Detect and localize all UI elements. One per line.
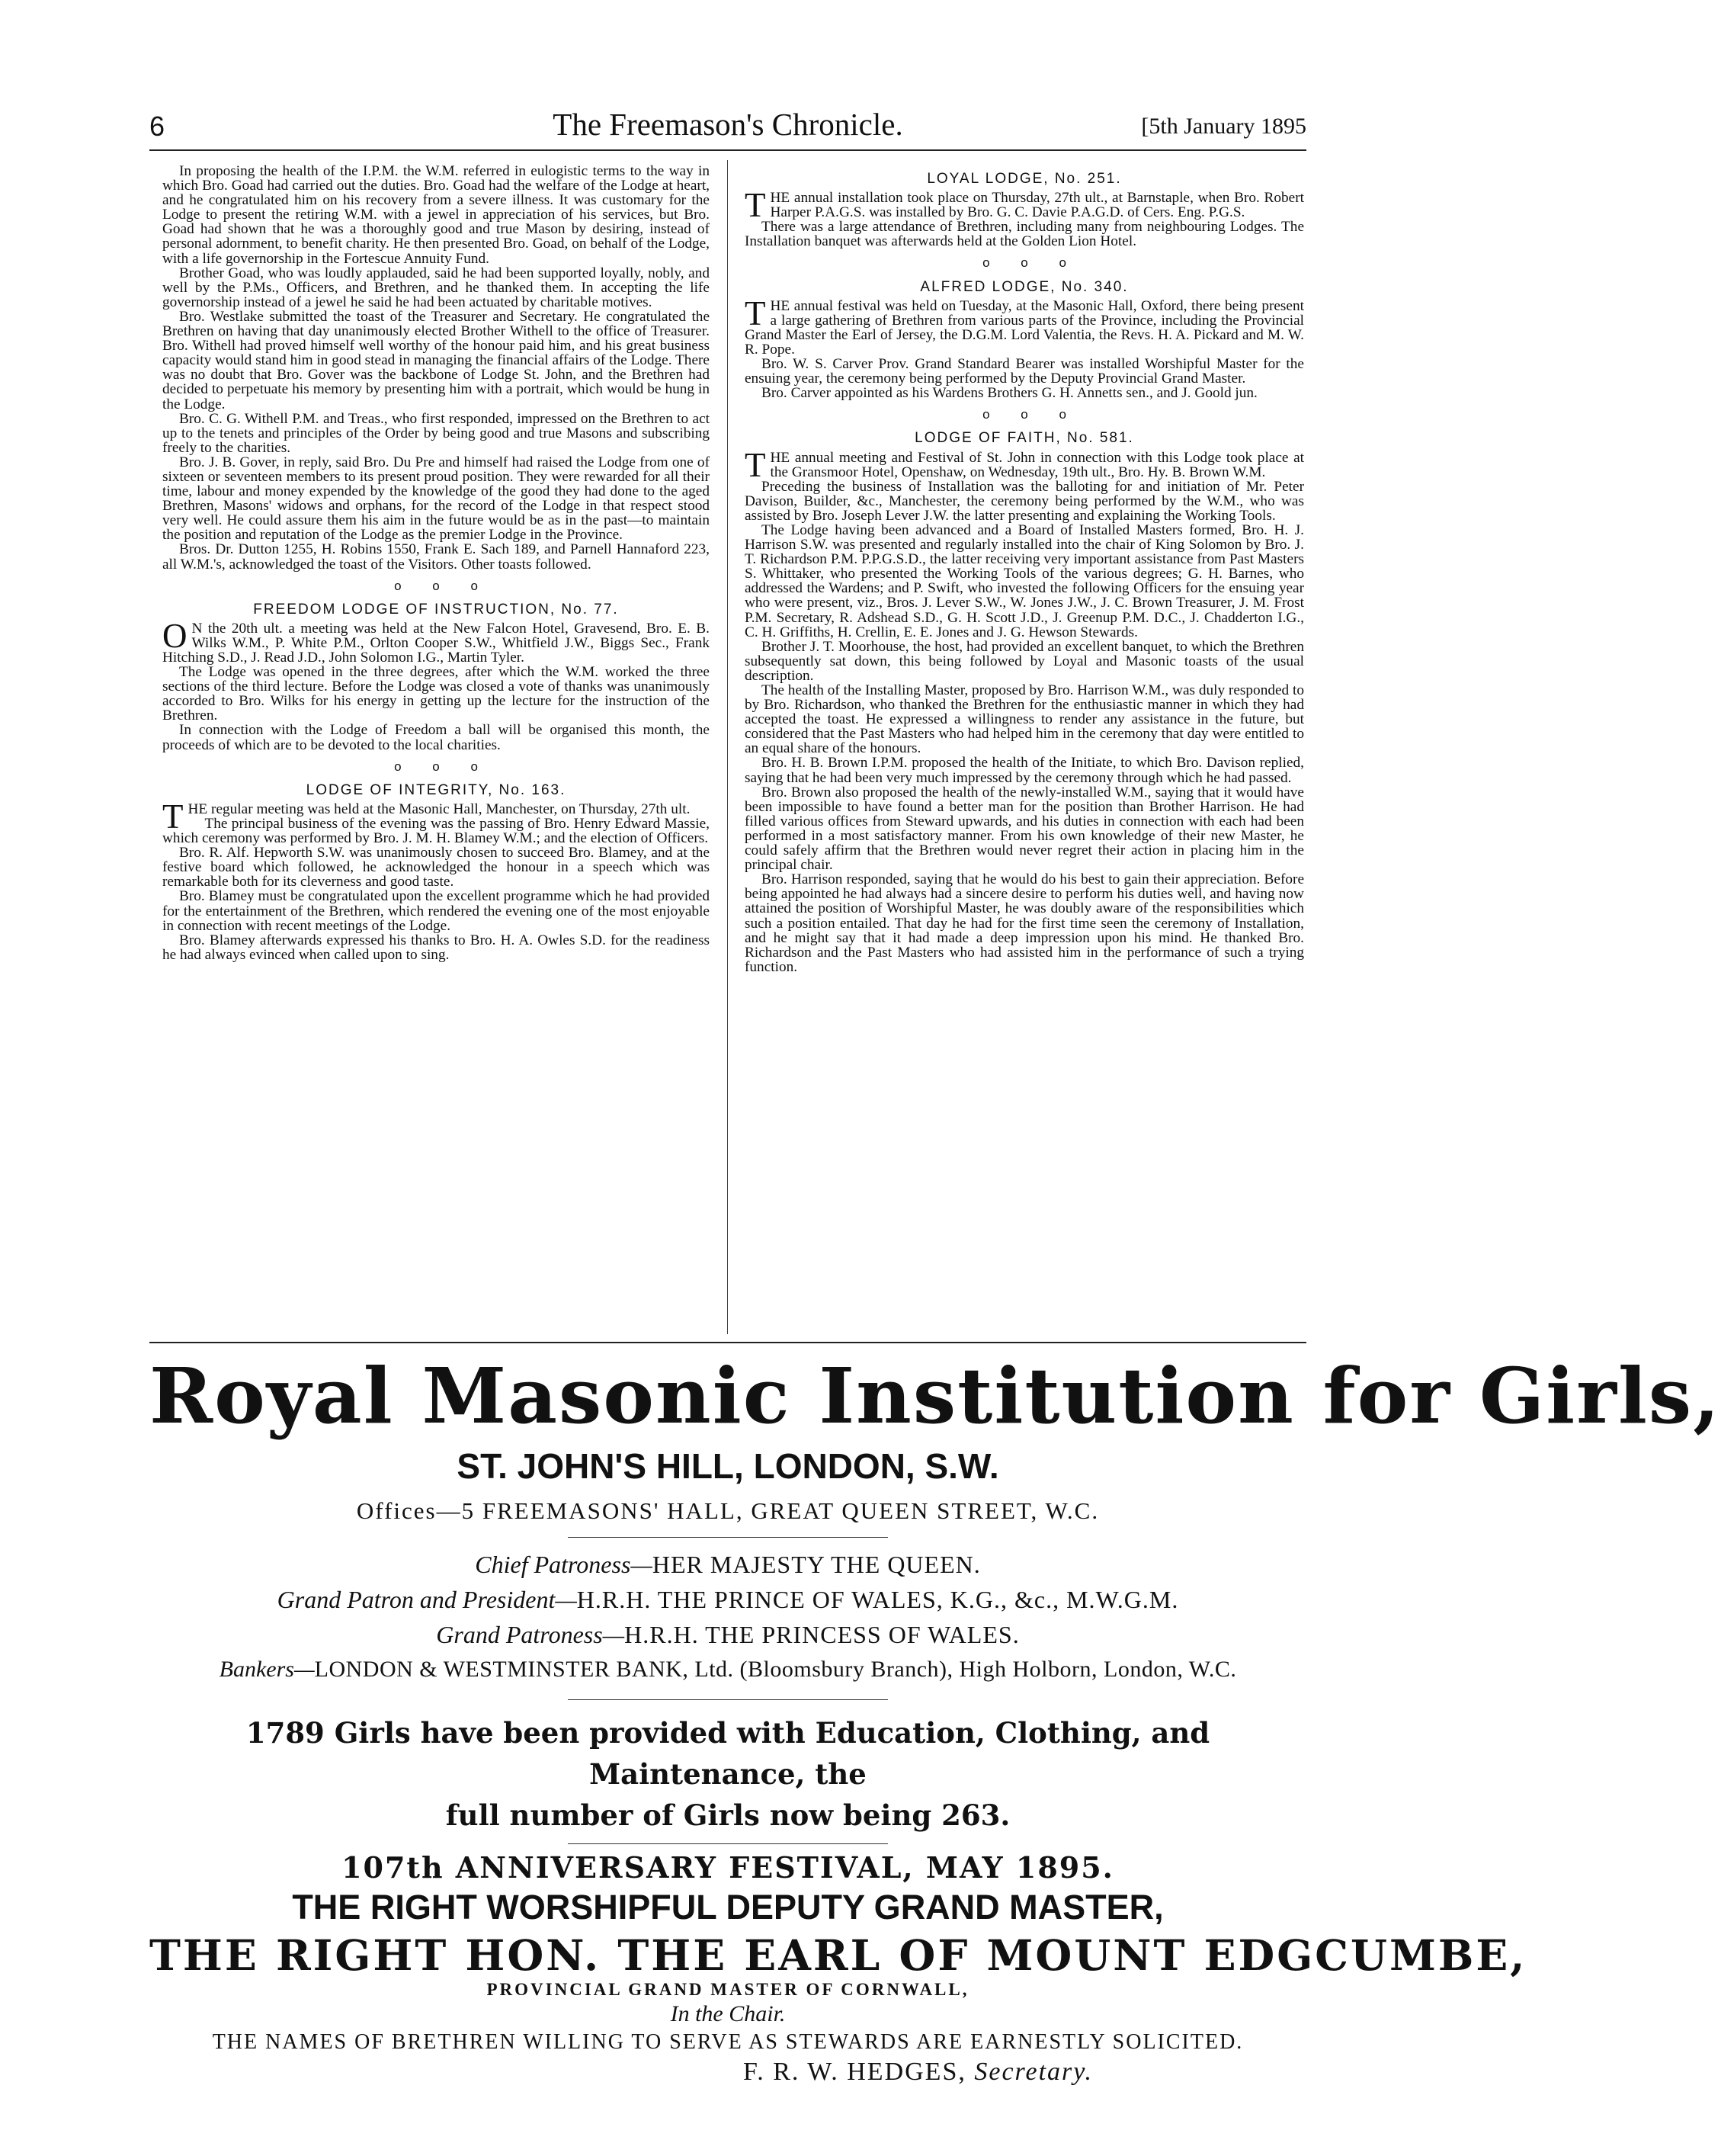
article-paragraph: THE annual installation took place on Thursday, 27th ult., at Barnstaple, when Bro. Robert Harper P.A.G.S. was installed by Bro. G. C. Davie P.A.G.D. of Cers. Eng. P.G.S. bbox=[745, 186, 1304, 225]
grand-patron: H.R.H. THE PRINCE OF WALES, K.G., &c., M.W.G.M. bbox=[576, 1586, 1179, 1613]
provincial-title: PROVINCIAL GRAND MASTER OF CORNWALL, bbox=[486, 1980, 969, 1999]
right-column bbox=[745, 164, 1304, 974]
grand-patroness-line bbox=[149, 1617, 1306, 1652]
section-separator: o o o bbox=[394, 759, 478, 774]
journal-title: The Freemason's Chronicle. bbox=[553, 107, 903, 142]
article-paragraph: Brother J. T. Moorhouse, the host, had provided an excellent banquet, to which the Brethren subsequently sat down, this being followed by Loyal and Masonic toasts of the usual description. bbox=[745, 638, 1304, 684]
grand-patron-label: Grand Patron and President— bbox=[277, 1586, 577, 1613]
section-separator: o o o bbox=[394, 578, 478, 593]
article-paragraph: THE annual meeting and Festival of St. John in connection with this Lodge took place at the Gransmoor Hotel, Openshaw, on Wednesday, 19th ult., Bro. Hy. B. Brown W.M. bbox=[745, 445, 1304, 484]
article-paragraph: Bro. Westlake submitted the toast of the Treasurer and Secretary. He congratulated the Brethren on having that day unanimously elected Brother Withell to the office of Treasurer. Bro. Withell had proved himself well worthy of the honour paid him, and his great business capacity would stand him in good stead in managing the financial affairs of the Lodge. There was no doubt that Bro. Gover was the backbone of Lodge St. John, and the Brethren had decided to perpetuate his memory by presenting him with a portrait, which would be hung in the Lodge. bbox=[162, 308, 710, 412]
advertisement bbox=[149, 1348, 1721, 2087]
festival-heading: 107th ANNIVERSARY FESTIVAL, MAY 1895. bbox=[341, 1850, 1114, 1885]
article-paragraph: The health of the Installing Master, proposed by Bro. Harrison W.M., was duly responded to by Bro. Richardson, who thanked the Brethren for the enthusiastic manner in which they had accepted the toast. He expressed a willingness to render any assistance in the future, but considered that the Past Masters who had helped him in the ceremony that day were entitled to an equal share of the honours. bbox=[745, 682, 1304, 757]
article-paragraph: Bro. H. B. Brown I.P.M. proposed the health of the Initiate, to which Bro. Davison replied, saying that he had been very much impressed by the ceremony through which he had passed. bbox=[745, 755, 1304, 786]
article-paragraph: Preceding the business of Installation was the balloting for and initiation of Mr. Peter Davison, Builder, &c., Manchester, the ceremony being performed by the W.M., who was assisted by Bro. Joseph Lever J.W. the latter presenting and explaining the Working Tools. bbox=[745, 478, 1304, 524]
article-paragraph: Bro. W. S. Carver Prov. Grand Standard Bearer was installed Worshipful Master for the ensuing year, the ceremony being performed by the Deputy Provincial Grand Master. bbox=[745, 356, 1304, 387]
advert-rule bbox=[149, 1342, 1306, 1343]
lodge-heading: ALFRED LODGE, No. 340. bbox=[920, 278, 1129, 295]
chief-patroness: HER MAJESTY THE QUEEN. bbox=[652, 1551, 981, 1578]
grand-patroness-label: Grand Patroness— bbox=[436, 1621, 625, 1648]
grand-patroness: H.R.H. THE PRINCESS OF WALES. bbox=[624, 1621, 1020, 1648]
deputy-grand-master: THE RIGHT WORSHIPFUL DEPUTY GRAND MASTER, bbox=[292, 1888, 1164, 1927]
bankers-line bbox=[149, 1652, 1306, 1687]
header-rule bbox=[149, 149, 1306, 151]
advert-subtitle: ST. JOHN'S HILL, LONDON, S.W. bbox=[457, 1446, 999, 1486]
lodge-heading: LODGE OF INTEGRITY, No. 163. bbox=[306, 781, 566, 798]
article-paragraph: In connection with the Lodge of Freedom a ball will be organised this month, the proceeds of which are to be devoted to the local charities. bbox=[162, 722, 710, 753]
article-paragraph: Bro. Blamey must be congratulated upon the excellent programme which he had provided for the entertainment of the Brethren, which rendered the evening one of the most enjoyable in connection with recent meetings of the Lodge. bbox=[162, 888, 710, 934]
article-paragraph: Bro. Brown also proposed the health of the newly-installed W.M., saying that it would have been impossible to have found a better man for the position than Brother Harrison. He had filled various offices from Steward upwards, and his duties in connection with each had been performed in a most satisfactory manner. From his own knowledge of their new Master, he could safely affirm that the Brethren would never regret their action in placing him in the principal chair. bbox=[745, 784, 1304, 874]
lodge-heading: FREEDOM LODGE OF INSTRUCTION, No. 77. bbox=[253, 601, 619, 618]
secretary-name: F. R. W. HEDGES, bbox=[743, 2058, 966, 2086]
secretary-line bbox=[149, 2058, 1306, 2087]
column-divider bbox=[727, 160, 728, 1334]
article-paragraph: Bro. J. B. Gover, in reply, said Bro. Du Pre and himself had raised the Lodge from one of sixteen or seventeen members to its present proud position. They were rewarded for all their time, labour and money expended by the knowledge of the good they had done to the aged Brethren, Masons' widows and orphans, for the record of the Lodge in that respect stood very well. He could assure them his aim in the future would be as in the past—to maintain the position and reputation of the Lodge as the premier Lodge in the Province. bbox=[162, 454, 710, 544]
advert-short-rule-3 bbox=[568, 1843, 888, 1844]
article-paragraph: Bros. Dr. Dutton 1255, H. Robins 1550, Frank E. Sach 189, and Parnell Hannaford 223, all W.M.'s, acknowledged the toast of the Visitors. Other toasts followed. bbox=[162, 541, 710, 573]
left-column bbox=[162, 164, 710, 962]
advert-short-rule bbox=[568, 1537, 888, 1538]
article-paragraph: Bro. Harrison responded, saying that he would do his best to gain their appreciation. Before being appointed he had always had a sincere desire to perform his duties well, and having now attained the position of Worshipful Master, he was doubly aware of the responsibilities which such a position entailed. That day he had for the first time seen the ceremony of Installation, and he might say that it had made a deep impression upon his mind. He thanked Bro. Richardson and the Past Masters who had assisted him in the performance of such a trying function. bbox=[745, 871, 1304, 975]
chief-patroness-line bbox=[149, 1547, 1306, 1582]
lodge-heading: LOYAL LODGE, No. 251. bbox=[927, 171, 1122, 187]
secretary-title: Secretary. bbox=[974, 2058, 1093, 2086]
bankers-label: Bankers— bbox=[219, 1657, 315, 1682]
article-paragraph: Brother Goad, who was loudly applauded, said he had been supported loyally, nobly, and well by the P.Ms., Officers, and Brethren, and he thanked them. In accepting the life governorship instead of a jewel he said he had been actuated by charitable motives. bbox=[162, 265, 710, 310]
earl-name: THE RIGHT HON. THE EARL OF MOUNT EDGCUMBE, bbox=[149, 1930, 1527, 1980]
chief-patroness-label: Chief Patroness— bbox=[475, 1551, 652, 1578]
page-number: 6 bbox=[149, 111, 165, 142]
article-paragraph: The Lodge was opened in the three degrees, after which the W.M. worked the three sections of the third lecture. Before the Lodge was closed a vote of thanks was unanimously accorded to Bro. Wilks for his energy in getting up the lecture for the instruction of the Brethren. bbox=[162, 664, 710, 724]
girls-line-2: full number of Girls now being 263. bbox=[445, 1798, 1011, 1832]
article-paragraph: Bro. Blamey afterwards expressed his thanks to Bro. H. A. Owles S.D. for the readiness he had always evinced when called upon to sing. bbox=[162, 932, 710, 963]
grand-patron-line bbox=[149, 1582, 1306, 1617]
article-paragraph: The Lodge having been advanced and a Board of Installed Masters formed, Bro. H. J. Harrison S.W. was presented and regularly installed into the chair of King Solomon by Bro. J. T. Richardson P.M. P.P.G.S.D., the latter receiving very important assistance from Past Masters S. Whittaker, who presented the Working Tools of the various degrees; G. H. Barnes, who addressed the Wardens; and P. Swift, who invested the following Officers for the ensuing year who were present, viz., Bros. J. Lever S.W., W. Jones J.W., J. C. Brown Treasurer, J. M. Frost P.M. Secretary, R. Adshead S.D., G. H. Scott J.D., J. Greenup P.M. D.C., J. Chadderton I.G., C. H. Griffiths, H. Crellin, E. E. Jones and J. G. Hewson Stewards. bbox=[745, 521, 1304, 640]
advert-title: Royal Masonic Institution for Girls, bbox=[149, 1351, 1721, 1441]
section-separator: o o o bbox=[982, 407, 1066, 422]
article-paragraph: The principal business of the evening was the passing of Bro. Henry Edward Massie, which ceremony was performed by Bro. J. M. H. Blamey W.M.; and the election of Officers. bbox=[162, 815, 710, 847]
girls-line-1: 1789 Girls have been provided with Education, Clothing, and Maintenance, the bbox=[245, 1716, 1210, 1791]
lodge-heading: LODGE OF FAITH, No. 581. bbox=[915, 430, 1134, 447]
article-paragraph: THE annual festival was held on Tuesday, at the Masonic Hall, Oxford, there being present a large gathering of Brethren from various parts of the Province, including the Provincial Grand Master the Earl of Jersey, the D.G.M. Lord Valentia, the Revs. H. A. Pickard and M. W. R. Pope. bbox=[745, 294, 1304, 358]
article-paragraph: THE regular meeting was held at the Masonic Hall, Manchester, on Thursday, 27th ult. bbox=[162, 797, 691, 836]
article-paragraph: Bro. C. G. Withell P.M. and Treas., who first responded, impressed on the Brethren to act up to the tenets and principles of the Order by being good and true Masons and subscribing freely to the charities. bbox=[162, 410, 710, 456]
article-paragraph: In proposing the health of the I.P.M. the W.M. referred in eulogistic terms to the way in which Bro. Goad had carried out the duties. Bro. Goad had the welfare of the Lodge at heart, and he congratulated him on his recovery from a severe illness. It was customary for the Lodge to present the retiring W.M. with a jewel in appreciation of his services, but Bro. Goad had shown that he was a thoroughly good and true Mason by desiring, instead of personal adornment, to benefit charity. He then presented Bro. Goad, on behalf of the Lodge, with a life governorship in the Fortescue Annuity Fund. bbox=[162, 163, 710, 267]
article-paragraph: There was a large attendance of Brethren, including many from neighbouring Lodges. The Installation banquet was afterwards held at the Golden Lion Hotel. bbox=[745, 219, 1304, 250]
section-separator: o o o bbox=[982, 255, 1066, 271]
stewards-solicited: THE NAMES OF BRETHREN WILLING TO SERVE AS STEWARDS ARE EARNESTLY SOLICITED. bbox=[212, 2030, 1244, 2054]
article-paragraph: Bro. R. Alf. Hepworth S.W. was unanimously chosen to succeed Bro. Blamey, and at the festive board which followed, he acknowledged the honour in a speech which was remarkable both for its cleverness and good taste. bbox=[162, 845, 710, 890]
issue-date: [5th January 1895 bbox=[1141, 114, 1306, 139]
advert-short-rule-2 bbox=[568, 1699, 888, 1700]
bankers: LONDON & WESTMINSTER BANK, Ltd. (Bloomsbury Branch), High Holborn, London, W.C. bbox=[314, 1657, 1237, 1682]
article-paragraph: Bro. Carver appointed as his Wardens Brothers G. H. Annetts sen., and J. Goold jun. bbox=[761, 385, 1258, 402]
article-paragraph: ON the 20th ult. a meeting was held at the New Falcon Hotel, Gravesend, Bro. E. B. Wilks W.M., P. White P.M., Orlton Cooper S.W., Whitfield J.W., Biggs Sec., Frank Hitching S.D., J. Read J.D., John Solomon I.G., Martin Tyler. bbox=[162, 616, 710, 666]
girls-statement bbox=[149, 1712, 1306, 1836]
in-the-chair: In the Chair. bbox=[670, 2001, 786, 2026]
advert-offices: Offices—5 FREEMASONS' HALL, GREAT QUEEN STREET, W.C. bbox=[356, 1497, 1100, 1524]
page-header bbox=[149, 107, 1306, 146]
